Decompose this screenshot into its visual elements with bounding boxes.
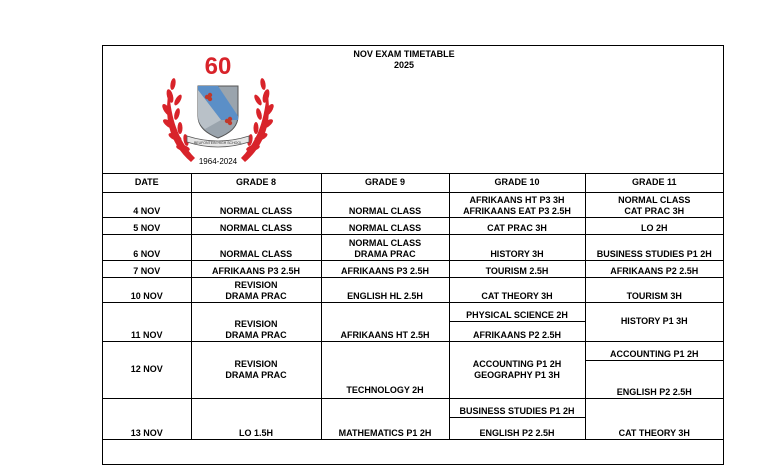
exam-entry: NORMAL CLASS [219,205,293,216]
exam-entry: HISTORY 3H [490,248,544,259]
exam-entry: REVISION [234,318,278,329]
exam-entry: CAT THEORY 3H [481,290,553,301]
grade-11-cell [585,260,723,277]
grade-11-cell [585,302,723,341]
date-cell: 12 NOV [103,341,191,398]
logo-years: 1964-2024 [198,157,238,166]
exam-entry: CAT PRAC 3H [624,205,685,216]
grade-9-cell [321,192,449,217]
exam-entry: AFRIKAANS P2 2.5H [610,265,699,276]
grade-10-cell [449,302,585,341]
date-cell: 13 NOV [103,398,191,439]
split-segment [450,321,585,341]
grade-8-cell [191,277,321,302]
table-row [103,234,723,260]
grade-9-cell [321,260,449,277]
grade-9-cell [321,398,449,439]
exam-entry: NORMAL CLASS [348,237,422,248]
exam-entry: DRAMA PRAC [225,369,287,380]
table-row [103,217,723,234]
timetable-header [103,46,723,174]
grade-11-cell [585,398,723,439]
date-cell: 11 NOV [103,302,191,341]
sixtieth-anniversary-emblem [161,50,275,168]
exam-entry: DRAMA PRAC [225,329,287,340]
exam-entry: LO 2H [640,222,668,233]
column-header-date: DATE [103,174,191,192]
table-row [103,192,723,217]
exam-timetable [103,174,723,440]
split-segment [586,342,724,360]
split-cell [450,399,585,439]
split-segment [450,399,585,417]
document-title-block [343,49,465,71]
grade-10-cell [449,277,585,302]
grade-11-cell [585,217,723,234]
timetable-frame [102,45,724,465]
grade-10-cell [449,398,585,439]
exam-entry: BUSINESS STUDIES P1 2H [596,248,712,259]
exam-entry: ENGLISH HL 2.5H [347,290,423,301]
exam-entry: MATHEMATICS P1 2H [338,427,432,438]
grade-8-cell [191,217,321,234]
banner-text: BEUFONTEIN HIGH SCHOOL [193,141,243,145]
grade-11-cell [585,277,723,302]
table-row [103,341,723,398]
grade-8-cell [191,398,321,439]
grade-8-cell [191,341,321,398]
exam-entry: NORMAL CLASS [348,222,422,233]
grade-10-cell [449,217,585,234]
grade-9-cell [321,234,449,260]
exam-entry: NORMAL CLASS [348,205,422,216]
grade-9-cell [321,302,449,341]
exam-entry: AFRIKAANS HT P3 3H [469,194,565,205]
exam-entry: LO 1.5H [238,427,273,438]
exam-entry: BUSINESS STUDIES P1 2H [459,405,575,416]
grade-10-cell [449,260,585,277]
grade-8-cell [191,302,321,341]
grade-9-cell [321,217,449,234]
exam-entry: AFRIKAANS P3 2.5H [340,265,430,276]
exam-entry: PHYSICAL SCIENCE 2H [466,310,568,320]
table-row [103,302,723,341]
exam-entry: CAT PRAC 3H [487,222,547,233]
table-header-row [103,174,723,192]
split-segment [450,417,585,439]
date-cell: 10 NOV [103,277,191,302]
exam-entry: AFRIKAANS P3 2.5H [211,265,301,276]
exam-entry: CAT THEORY 3H [618,427,690,438]
document-title: NOV EXAM TIMETABLE [353,49,455,59]
exam-entry: DRAMA PRAC [225,290,287,301]
anniversary-number: 60 [204,53,232,80]
exam-entry: ENGLISH P2 2.5H [479,427,555,438]
grade-8-cell [191,260,321,277]
exam-entry: HISTORY P1 3H [620,316,688,326]
exam-entry: TOURISM 3H [626,290,682,301]
exam-entry: NORMAL CLASS [618,194,691,205]
column-header-grade-8: GRADE 8 [191,174,321,192]
exam-entry: AFRIKAANS HT 2.5H [340,329,430,340]
document-year: 2025 [393,60,415,70]
exam-entry: REVISION [234,279,278,290]
grade-8-cell [191,234,321,260]
exam-entry: AFRIKAANS EAT P3 2.5H [463,205,571,216]
exam-entry: AFRIKAANS P2 2.5H [472,329,562,340]
table-row [103,398,723,439]
exam-entry: NORMAL CLASS [219,222,293,233]
date-cell: 6 NOV [103,234,191,260]
grade-11-cell [585,192,723,217]
exam-entry: ACCOUNTING P1 2H [472,358,562,369]
split-cell [586,342,724,398]
date-cell: 4 NOV [103,192,191,217]
grade-9-cell [321,341,449,398]
exam-entry: DRAMA PRAC [354,248,416,259]
column-header-grade-11: GRADE 11 [585,174,723,192]
split-segment [450,303,585,322]
table-row [103,260,723,277]
grade-11-cell [585,234,723,260]
exam-entry: TECHNOLOGY 2H [346,384,424,395]
exam-entry: TOURISM 2.5H [485,265,549,276]
grade-8-cell [191,192,321,217]
grade-10-cell [449,192,585,217]
grade-11-cell [585,341,723,398]
exam-entry: ACCOUNTING P1 2H [609,348,699,359]
date-cell: 7 NOV [103,260,191,277]
split-cell [450,303,585,341]
grade-10-cell [449,234,585,260]
exam-entry: REVISION [234,358,278,369]
date-cell: 5 NOV [103,217,191,234]
split-segment [586,360,724,398]
column-header-grade-9: GRADE 9 [321,174,449,192]
column-header-grade-10: GRADE 10 [449,174,585,192]
exam-entry: NORMAL CLASS [219,248,293,259]
exam-entry: ENGLISH P2 2.5H [616,386,692,397]
school-logo [161,50,275,168]
grade-9-cell [321,277,449,302]
exam-entry: GEOGRAPHY P1 3H [474,369,560,380]
grade-10-cell [449,341,585,398]
table-row [103,277,723,302]
